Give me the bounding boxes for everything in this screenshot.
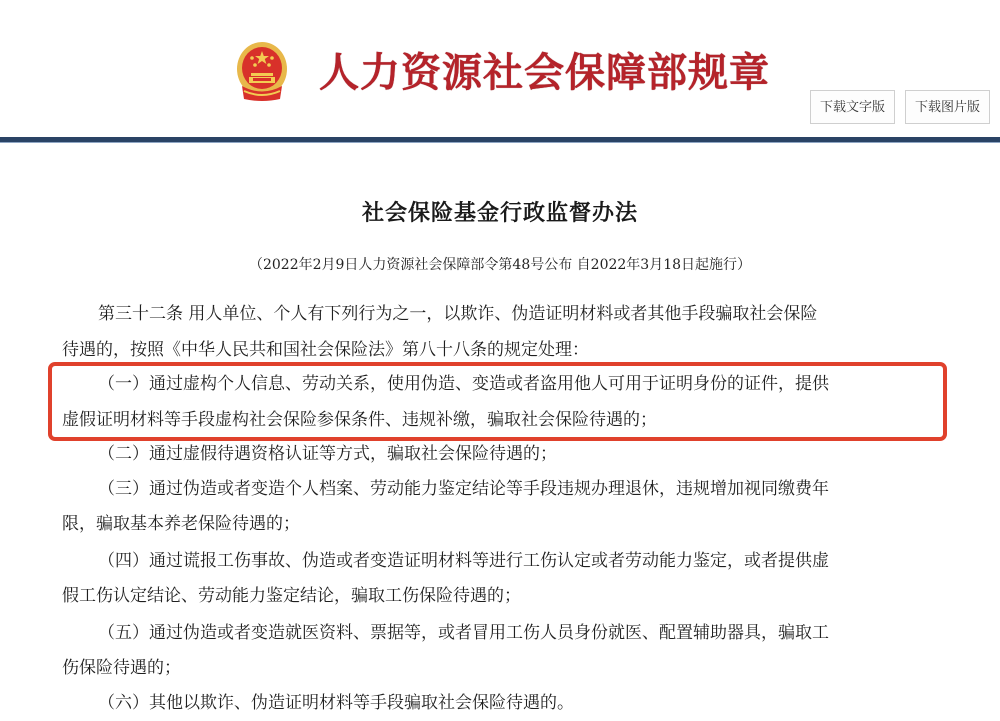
item-3-line: 限，骗取基本养老保险待遇的； bbox=[62, 514, 300, 534]
item-4-line: 假工伤认定结论、劳动能力鉴定结论，骗取工伤保险待遇的； bbox=[62, 586, 521, 606]
download-text-version-button[interactable]: 下载文字版 bbox=[810, 90, 895, 124]
item-6-line: （六）其他以欺诈、伪造证明材料等手段骗取社会保险待遇的。 bbox=[98, 693, 574, 713]
item-2-line: （二）通过虚假待遇资格认证等方式，骗取社会保险待遇的； bbox=[98, 444, 557, 464]
document-subtitle: （2022年2月9日人力资源社会保障部令第48号公布 自2022年3月18日起施行） bbox=[248, 257, 752, 273]
document-title: 社会保险基金行政监督办法 bbox=[361, 200, 638, 226]
item-1-line: 虚假证明材料等手段虚构社会保险参保条件、违规补缴，骗取社会保险待遇的； bbox=[62, 410, 657, 430]
item-1-line: （一）通过虚构个人信息、劳动关系，使用伪造、变造或者盗用他人可用于证明身份的证件，提供 bbox=[98, 374, 829, 394]
item-5-line: （五）通过伪造或者变造就医资料、票据等，或者冒用工伤人员身份就医、配置辅助器具，骗取工 bbox=[98, 623, 829, 643]
national-emblem-icon bbox=[236, 41, 288, 105]
item-4-line: （四）通过谎报工伤事故、伪造或者变造证明材料等进行工伤认定或者劳动能力鉴定，或者提供虚 bbox=[98, 551, 829, 571]
download-image-version-button[interactable]: 下载图片版 bbox=[905, 90, 990, 124]
article-text-line: 第三十二条 用人单位、个人有下列行为之一，以欺诈、伪造证明材料或者其他手段骗取社会保险 bbox=[98, 304, 818, 324]
header-divider bbox=[0, 137, 1000, 142]
item-5-line: 伤保险待遇的； bbox=[62, 658, 181, 678]
site-title: 人力资源社会保障部规章 bbox=[319, 49, 770, 96]
item-3-line: （三）通过伪造或者变造个人档案、劳动能力鉴定结论等手段违规办理退休，违规增加视同缴费年 bbox=[98, 479, 829, 499]
article-text-line: 待遇的，按照《中华人民共和国社会保险法》第八十八条的规定处理： bbox=[62, 340, 589, 360]
